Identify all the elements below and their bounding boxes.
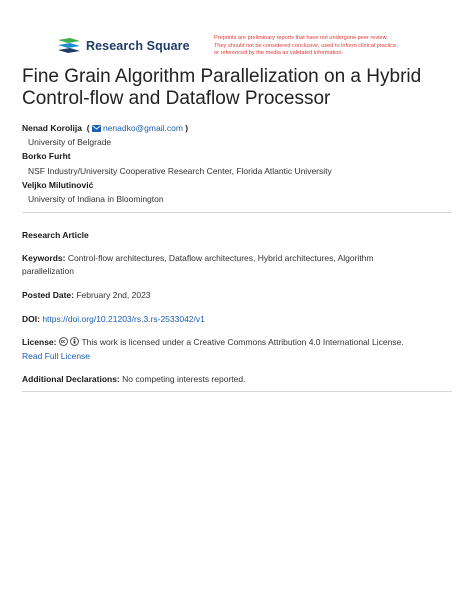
email-open-paren: ( xyxy=(84,123,90,133)
author-name: Veljko Milutinović xyxy=(22,179,94,190)
article-type xyxy=(22,229,452,242)
author-affiliation: University of Belgrade xyxy=(28,137,112,148)
title-line: Control-flow and Dataflow Processor xyxy=(22,88,331,109)
section-divider xyxy=(22,391,452,392)
envelope-icon xyxy=(92,125,101,132)
doi-section xyxy=(22,313,452,326)
paper-title xyxy=(22,66,462,110)
additional-declarations-section xyxy=(22,373,452,386)
disclaimer-line: Preprints are preliminary reports that have not undergone peer review. xyxy=(214,35,388,41)
research-square-logo-icon xyxy=(58,38,80,54)
keywords-value: parallelization xyxy=(22,265,74,276)
preprint-disclaimer xyxy=(214,35,454,58)
attribution-icon xyxy=(70,337,79,346)
read-full-license-link[interactable]: Read Full License xyxy=(22,350,91,361)
author-affiliation: NSF Industry/University Cooperative Research Center, Florida Atlantic University xyxy=(28,165,332,176)
author-list xyxy=(22,121,332,206)
author-affiliation: University of Indiana in Bloomington xyxy=(28,194,164,205)
section-divider xyxy=(22,212,452,213)
email-close-paren: ) xyxy=(185,123,189,133)
author-entry xyxy=(22,121,332,135)
title-line: Fine Grain Algorithm Parallelization on a Hybrid xyxy=(22,66,422,87)
posted-date-value: February 2nd, 2023 xyxy=(76,290,151,300)
license-label: License: xyxy=(22,337,57,347)
header xyxy=(0,0,474,64)
disclaimer-line: They should not be considered conclusive, used to inform clinical practice, xyxy=(214,42,398,49)
license-text: This work is licensed under a Creative Commons Attribution 4.0 International License. xyxy=(81,337,404,347)
doi-link[interactable]: https://doi.org/10.21203/rs.3.rs-2533042/v1 xyxy=(42,314,205,324)
keywords-value: Control-flow architectures, Dataflow architectures, Hybrid architectures, Algorithm xyxy=(67,253,374,263)
additional-declarations-label: Additional Declarations: xyxy=(22,374,120,384)
author-email-link[interactable] xyxy=(92,123,183,133)
keywords-label: Keywords: xyxy=(22,253,66,263)
keywords-section xyxy=(22,252,452,277)
article-type-label: Research Article xyxy=(22,230,89,240)
research-square-logo[interactable] xyxy=(58,38,190,54)
license-icons xyxy=(59,337,79,350)
license-section xyxy=(22,336,452,362)
disclaimer-line: or referenced by the media as validated information. xyxy=(214,50,344,57)
logo-text: Research Square xyxy=(86,39,190,53)
creative-commons-icon xyxy=(59,337,68,346)
additional-declarations-value: No competing interests reported. xyxy=(122,374,246,384)
author-email: nenadko@gmail.com xyxy=(102,123,183,133)
posted-date-label: Posted Date: xyxy=(22,290,74,300)
posted-date-section xyxy=(22,289,452,302)
author-name: Nenad Korolija xyxy=(22,123,82,133)
author-name: Borko Furht xyxy=(22,151,71,162)
doi-label: DOI: xyxy=(22,314,40,324)
